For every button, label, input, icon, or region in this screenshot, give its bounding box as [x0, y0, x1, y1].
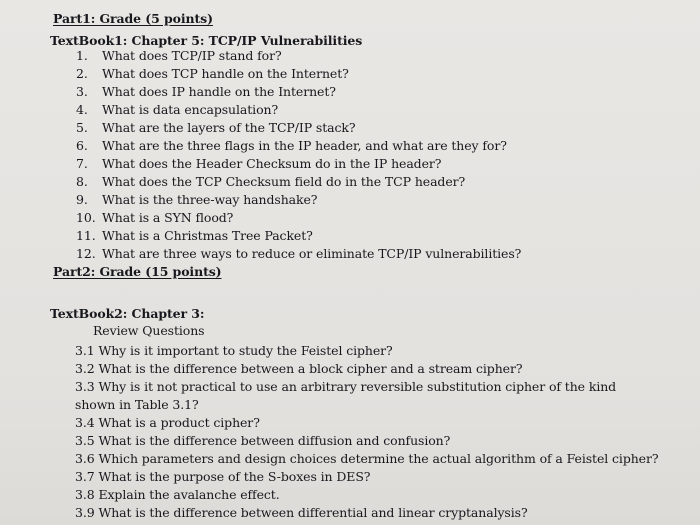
list-item [76, 138, 507, 153]
question-number: 8. [76, 174, 88, 189]
list-item: 3.2 What is the difference between a block cipher and a stream cipher? [75, 361, 523, 376]
list-item: 3.9 What is the difference between differential and linear cryptanalysis? [75, 505, 528, 520]
question-text: What is a Christmas Tree Packet? [102, 228, 313, 243]
question-number: 1. [76, 48, 88, 63]
question-number: 11. [76, 228, 96, 243]
list-item [76, 120, 355, 135]
list-item: 3.4 What is a product cipher? [75, 415, 260, 430]
list-item: 3.8 Explain the avalanche effect. [75, 487, 280, 502]
question-text: What does TCP handle on the Internet? [102, 66, 349, 81]
question-text: What is a SYN flood? [102, 210, 234, 225]
question-text: What are three ways to reduce or eliminate TCP/IP vulnerabilities? [102, 246, 522, 261]
list-item [76, 174, 465, 189]
question-number: 3. [76, 84, 88, 99]
question-number: 2. [76, 66, 88, 81]
question-number: 4. [76, 102, 88, 117]
part1-heading: Part1: Grade (5 points) [53, 11, 213, 26]
question-text: What is data encapsulation? [102, 102, 279, 117]
textbook2-heading: TextBook2: Chapter 3: [50, 306, 205, 321]
question-text: What does TCP/IP stand for? [102, 48, 282, 63]
question-number: 10. [76, 210, 96, 225]
review-questions-heading: Review Questions [93, 323, 205, 338]
list-item: 3.1 Why is it important to study the Feistel cipher? [75, 343, 393, 358]
list-item [76, 210, 233, 225]
question-text: What does IP handle on the Internet? [102, 84, 336, 99]
part2-heading: Part2: Grade (15 points) [53, 264, 222, 279]
textbook1-heading: TextBook1: Chapter 5: TCP/IP Vulnerabilities [50, 33, 363, 48]
list-item [76, 156, 441, 171]
list-item [76, 102, 278, 117]
list-item [76, 228, 313, 243]
question-number: 12. [76, 246, 96, 261]
question-number: 7. [76, 156, 88, 171]
list-item [76, 84, 336, 99]
question-number: 5. [76, 120, 88, 135]
list-item [76, 246, 521, 261]
list-item [76, 66, 349, 81]
question-text: What is the three-way handshake? [102, 192, 318, 207]
question-text: What are the three flags in the IP header, and what are they for? [102, 138, 507, 153]
question-text: What are the layers of the TCP/IP stack? [102, 120, 356, 135]
list-item [76, 48, 282, 63]
list-item: 3.3 Why is it not practical to use an arbitrary reversible substitution cipher of the kind [75, 379, 617, 394]
question-text: What does the Header Checksum do in the IP header? [102, 156, 442, 171]
list-item: 3.6 Which parameters and design choices determine the actual algorithm of a Feistel cipher? [75, 451, 659, 466]
question-number: 9. [76, 192, 88, 207]
list-item: shown in Table 3.1? [75, 397, 199, 412]
list-item [76, 192, 317, 207]
list-item: 3.5 What is the difference between diffusion and confusion? [75, 433, 451, 448]
question-text: What does the TCP Checksum field do in the TCP header? [102, 174, 466, 189]
list-item: 3.7 What is the purpose of the S-boxes in DES? [75, 469, 371, 484]
question-number: 6. [76, 138, 88, 153]
